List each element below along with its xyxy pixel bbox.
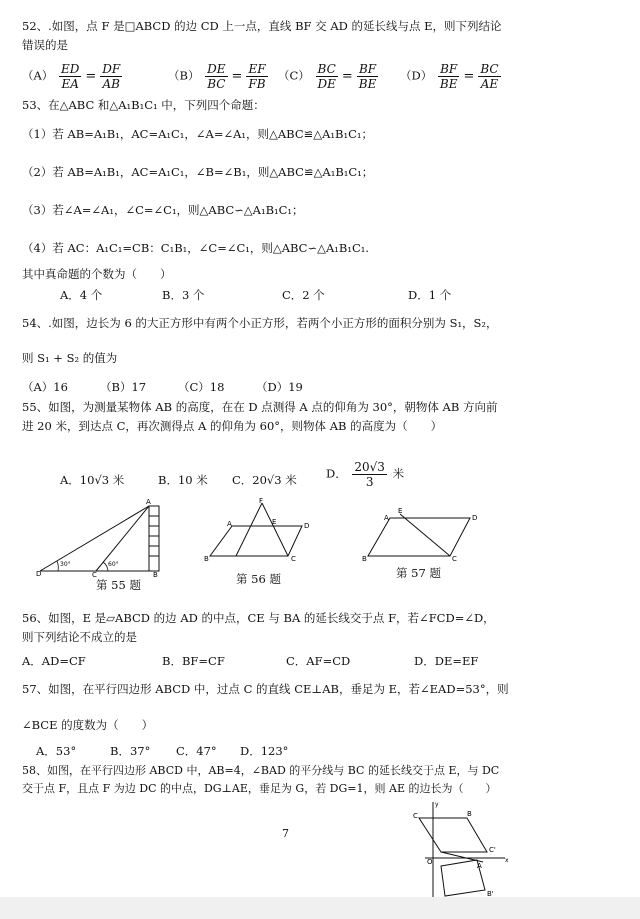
q55-option-c: C．20√3 米: [232, 473, 297, 487]
q55-option-a: A．10√3 米: [60, 473, 125, 487]
q58-stem-line1: 58、如图，在平行四边形 ABCD 中，AB=4，∠BAD 的平分线与 BC 的延长线交于点 E，与 DC: [22, 764, 500, 777]
q53-stem: 53、在△ABC 和△A₁B₁C₁ 中，下列四个命题：: [22, 98, 265, 112]
bottom-bar: [0, 897, 640, 919]
q57-stem-line2: ∠BCE 的度数为（ ）: [22, 718, 154, 732]
fig58-label-cprime: C': [489, 846, 496, 854]
q54-stem: 54、.如图，边长为 6 的大正方形中有两个小正方形，若两个小正方形的面积分别为 S₁，S₂，: [22, 316, 498, 330]
figure-57: [360, 506, 490, 566]
fig55-label-a: A: [146, 498, 151, 506]
q52-option-b: （B） $\frac{DE}{BC}$ = $\frac{EF}{FB}$: [168, 62, 266, 91]
fig56-label-f: F: [259, 498, 264, 505]
q54-option-a: （A）16: [22, 380, 68, 394]
fig58-label-c: C: [413, 812, 418, 820]
fig57-label-b: B: [362, 555, 367, 563]
caption-55: 第 55 题: [96, 578, 141, 592]
q54-stem-2: 则 S₁ + S₂ 的值为: [22, 351, 118, 365]
q53-option-a: A．4 个: [60, 288, 103, 302]
fig55-label-d: D: [36, 570, 42, 578]
q56-option-b: B．BF=CF: [162, 654, 225, 668]
q55-option-b: B．10 米: [158, 473, 208, 487]
fig58-label-x: x: [505, 857, 509, 864]
fig58-label-y: y: [435, 801, 439, 808]
q53-item-1: （1）若 AB=A₁B₁，AC=A₁C₁，∠A=∠A₁，则△ABC≌△A₁B₁C₁；: [22, 127, 374, 141]
fig58-label-o: O: [427, 858, 433, 866]
q54-option-d: （D）19: [256, 380, 303, 394]
fig55-label-c: C: [92, 571, 97, 578]
fig58-label-bprime: B': [487, 890, 494, 897]
q52-option-d: （D） $\frac{BF}{BE}$ = $\frac{BC}{AE}$: [400, 62, 499, 91]
q56-stem-line1: 56、如图，E 是▱ABCD 的边 AD 的中点，CE 与 BA 的延长线交于点 F，若∠FCD=∠D，: [22, 611, 495, 625]
caption-56: 第 56 题: [236, 572, 281, 586]
fig56-label-e: E: [272, 518, 277, 526]
fig56-label-b: B: [204, 555, 209, 563]
q54-option-c: （C）18: [178, 380, 225, 394]
q57-option-b: B．37°: [110, 744, 151, 758]
q57-option-c: C．47°: [176, 744, 217, 758]
fig58-label-b: B: [467, 810, 472, 818]
fig55-angle-30: 30°: [60, 561, 71, 568]
q53-item-4: （4）若 AC：A₁C₁=CB：C₁B₁，∠C=∠C₁，则△ABC∽△A₁B₁C₁.: [22, 241, 370, 255]
q55-option-d: D． $\frac{20√3}{3}$ 米: [326, 460, 405, 489]
q53-item-3: （3）若∠A=∠A₁，∠C=∠C₁，则△ABC∽△A₁B₁C₁；: [22, 203, 304, 217]
q57-option-d: D．123°: [240, 744, 289, 758]
fig56-label-c: C: [291, 555, 296, 563]
q53-item-2: （2）若 AB=A₁B₁，AC=A₁C₁，∠B=∠B₁，则△ABC≌△A₁B₁C₁；: [22, 165, 374, 179]
figure-58-partial: [405, 800, 515, 897]
q57-stem-line1: 57、如图，在平行四边形 ABCD 中，过点 C 的直线 CE⊥AB，垂足为 E，若∠EAD=53°，则: [22, 682, 509, 696]
q52-stem-line2: 错误的是: [22, 38, 68, 52]
fig57-label-a: A: [384, 514, 389, 522]
fig55-label-b: B: [153, 571, 158, 578]
q58-stem-line2: 交于点 F，且点 F 为边 DC 的中点，DG⊥AE，垂足为 G，若 DG=1，则 AE 的边长为（ ）: [22, 782, 497, 795]
page-number: 7: [282, 827, 289, 840]
q55-stem-line2: 进 20 米，到达点 C，再次测得点 A 的仰角为 60°，则物体 AB 的高度为（ ）: [22, 419, 443, 433]
fig57-label-d: D: [472, 514, 478, 522]
q53-tail: 其中真命题的个数为（ ）: [22, 267, 172, 281]
q52-option-a: （A） $\frac{ED}{EA}$ = $\frac{DF}{AB}$: [22, 62, 121, 91]
q53-option-b: B．3 个: [162, 288, 205, 302]
q56-option-c: C．AF=CD: [286, 654, 351, 668]
fig55-angle-60: 60°: [108, 561, 119, 568]
fig56-label-d: D: [304, 522, 310, 530]
q55-stem-line1: 55、如图，为测量某物体 AB 的高度，在在 D 点测得 A 点的仰角为 30°，朝物体 AB 方向前: [22, 400, 498, 414]
q56-stem-line2: 则下列结论不成立的是: [22, 630, 137, 644]
q56-option-a: A．AD=CF: [22, 654, 86, 668]
figure-56: [202, 498, 322, 563]
q52-stem-line1: 52、.如图，点 F 是□ABCD 的边 CD 上一点，直线 BF 交 AD 的延长线与点 E，则下列结论: [22, 19, 502, 33]
fig57-label-c: C: [452, 555, 457, 563]
fig57-label-e: E: [398, 507, 403, 515]
q53-option-c: C．2 个: [282, 288, 325, 302]
fig56-label-a: A: [227, 520, 232, 528]
q53-option-d: D．1 个: [408, 288, 452, 302]
q57-option-a: A．53°: [36, 744, 77, 758]
q54-option-b: （B）17: [100, 380, 147, 394]
figure-55: [36, 498, 176, 578]
caption-57: 第 57 题: [396, 566, 441, 580]
fig58-label-a: A: [477, 862, 482, 870]
q56-option-d: D．DE=EF: [414, 654, 479, 668]
q52-option-c: （C） $\frac{BC}{DE}$ = $\frac{BF}{BE}$: [278, 62, 377, 91]
